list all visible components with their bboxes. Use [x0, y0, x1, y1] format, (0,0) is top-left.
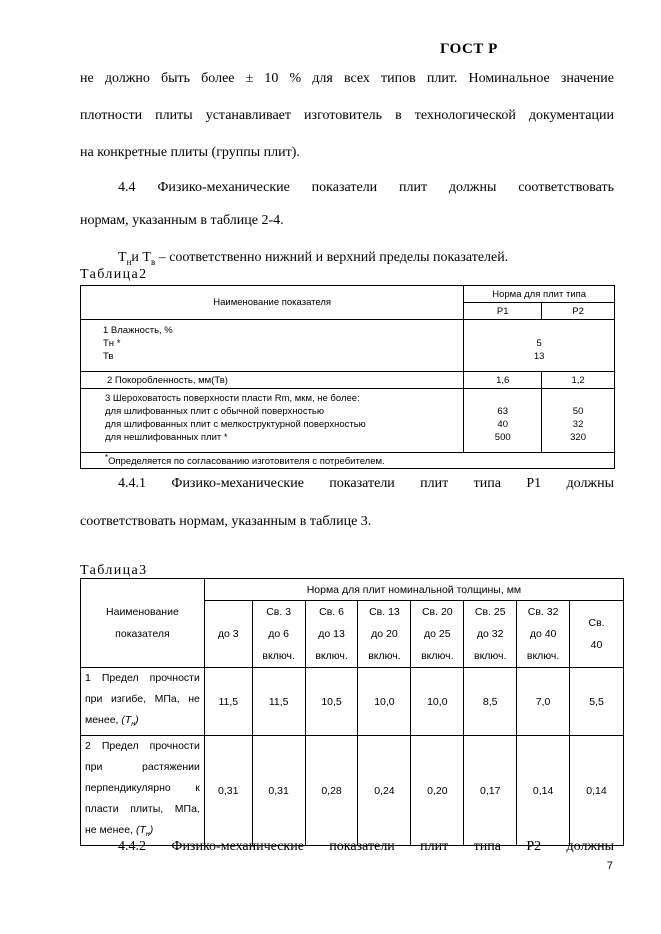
paragraph-line: плотности плиты устанавливает изготовитель в технологической документации — [80, 108, 614, 123]
table3-range-header: Св. 6 до 13 включ. — [305, 601, 358, 668]
table3-cell: 0,28 — [305, 736, 358, 846]
table3-cell: 7,0 — [517, 668, 570, 736]
table3-cell: 0,20 — [411, 736, 464, 846]
table3-cell: 8,5 — [464, 668, 517, 736]
paragraph-line: 4.4.2 Физико-механические показатели плит типа Р2 должны — [118, 839, 614, 854]
table3-range-header: Св. 13 до 20 включ. — [358, 601, 411, 668]
table3-cell: 11,5 — [204, 668, 252, 736]
table3-range-header: Св. 25 до 32 включ. — [464, 601, 517, 668]
table2-caption: Таблица2 — [80, 267, 148, 282]
table3-header-name: Наименование показателя — [81, 579, 205, 668]
table3-range-header: Св. 3 до 6 включ. — [252, 601, 305, 668]
paragraph-line: на конкретные плиты (группы плит). — [80, 145, 300, 160]
table3-cell: 0,31 — [204, 736, 252, 846]
table3-caption: Таблица3 — [80, 563, 148, 578]
table3-range-header: до 3 — [204, 601, 252, 668]
table3-row-bending: 1 Предел прочности при изгибе, МПа, не менее, $(Т_н)$ — [81, 668, 205, 736]
table2-row-moisture: 1 Влажность, % Тн * Тв — [81, 320, 464, 372]
page-number: 7 — [606, 860, 613, 872]
table2-header-name: Наименование показателя — [81, 286, 464, 320]
table2-footnote: *Определяется по согласованию изготовителя с потребителем. — [81, 453, 615, 469]
table3-range-header: Св. 32 до 40 включ. — [517, 601, 570, 668]
table2-header-norm: Норма для плит типа — [464, 286, 615, 303]
paragraph-line: 4.4.1 Физико-механические показатели плит типа Р1 должны — [118, 476, 614, 491]
table3-cell: 0,14 — [570, 736, 624, 846]
page-header: ГОСТ Р — [440, 41, 498, 57]
table2-roughness-p2: 50 32 320 — [542, 389, 615, 453]
table3-header-norm: Норма для плит номинальной толщины, мм — [204, 579, 623, 601]
table2-moisture-values: 5 13 — [464, 320, 615, 372]
table3-cell: 0,24 — [358, 736, 411, 846]
table3-cell: 0,14 — [517, 736, 570, 846]
paragraph-line: не должно быть более ± 10 % для всех типов плит. Номинальное значение — [80, 71, 614, 86]
table3-cell: 10,0 — [411, 668, 464, 736]
paragraph-line: нормам, указанным в таблице 2-4. — [80, 213, 284, 228]
table3-cell: 5,5 — [570, 668, 624, 736]
table3-range-header: Св. 20 до 25 включ. — [411, 601, 464, 668]
table-2 — [80, 285, 615, 469]
table3-cell: 10,5 — [305, 668, 358, 736]
table2-row-roughness: 3 Шероховатость поверхности пласти Rm, мкм, не более: для шлифованных плит с обычной поверхностью для шлифованных плит с мелкоструктурной поверхностью для нешлифованных плит * — [81, 389, 464, 453]
paragraph-line: соответствовать нормам, указанным в таблице 3. — [80, 514, 372, 529]
table2-warpage-p2: 1,2 — [542, 372, 615, 389]
table2-header-p2: Р2 — [542, 303, 615, 320]
table-3 — [80, 578, 624, 846]
table3-cell: 10,0 — [358, 668, 411, 736]
table3-range-header: Св. 40 — [570, 601, 624, 668]
table2-row-warpage: 2 Покоробленность, мм(Тв) — [81, 372, 464, 389]
table3-cell: 0,31 — [252, 736, 305, 846]
table2-warpage-p1: 1,6 — [464, 372, 542, 389]
table3-row-tensile: 2 Предел прочности при растяжении перпендикулярно к пласти плиты, МПа, не менее, $(Т_н)$ — [81, 736, 205, 846]
limits-note: $Т_ни$ $Т_в$ – соответственно нижний и верхний пределы показателей. — [118, 250, 509, 267]
paragraph-line: 4.4 Физико-механические показатели плит должны соответствовать — [118, 180, 614, 195]
table3-cell: 11,5 — [252, 668, 305, 736]
table3-cell: 0,17 — [464, 736, 517, 846]
table2-roughness-p1: 63 40 500 — [464, 389, 542, 453]
table2-header-p1: Р1 — [464, 303, 542, 320]
